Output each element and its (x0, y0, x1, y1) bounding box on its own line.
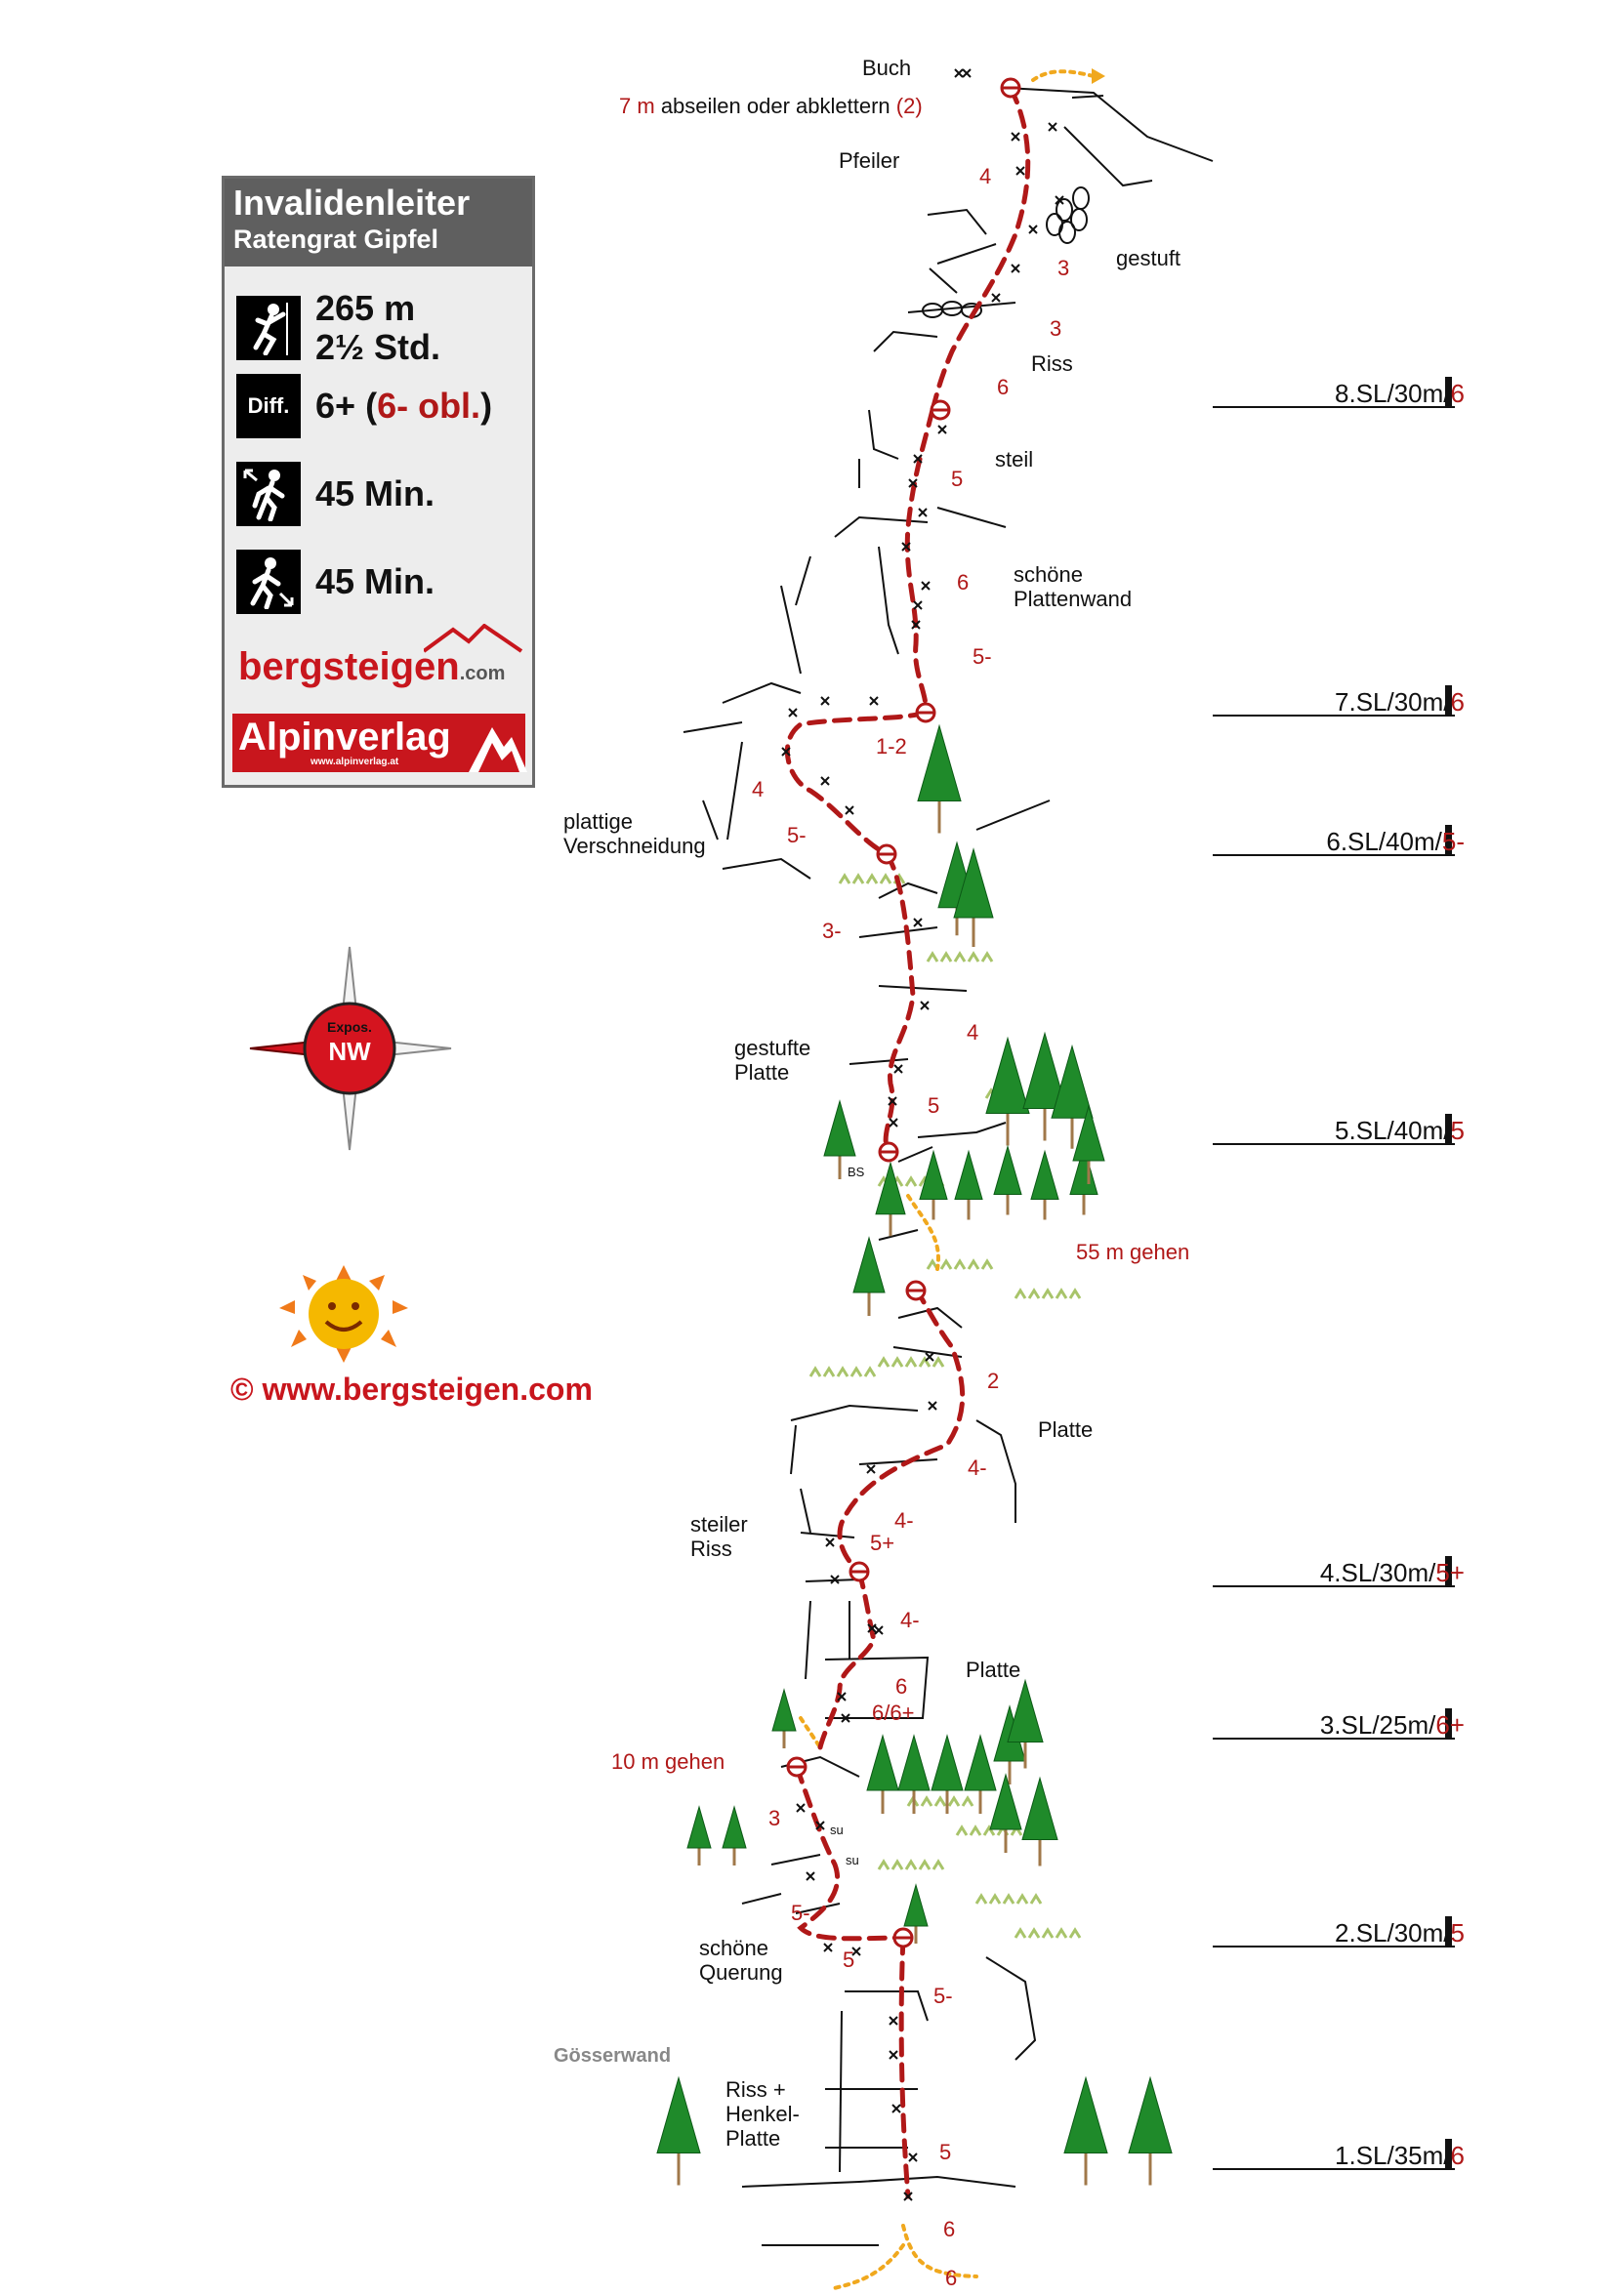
grass-tuft (824, 1369, 834, 1376)
grass-tuft (969, 1261, 978, 1269)
bolt-mark (824, 1944, 832, 1951)
route-grade-label: 5+ (870, 1531, 895, 1555)
approach-row (236, 462, 435, 526)
rock-outline (859, 927, 937, 937)
grass-tuft (941, 954, 951, 962)
route-grade-label: 3- (822, 919, 842, 943)
tree-crown (1031, 1152, 1058, 1200)
grass-tuft (963, 1798, 973, 1806)
length-text (315, 289, 440, 367)
grass-tuft (906, 1359, 916, 1367)
bergsteigen-logo (238, 645, 505, 689)
logo-alpinverlag-url: www.alpinverlag.at (311, 757, 399, 767)
tree-crown (772, 1690, 796, 1731)
label-steil: steil (995, 447, 1034, 472)
tree-crown (824, 1101, 855, 1156)
rock-outline (879, 986, 967, 991)
tree-crown (853, 1238, 885, 1292)
tree-crown (990, 1775, 1021, 1829)
grass-tuft (1015, 1291, 1025, 1298)
grass-tuft (1015, 1930, 1025, 1938)
abseilen-text: abseilen oder abklettern (660, 94, 890, 118)
descent-time: 45 Min. (315, 561, 435, 601)
rock-outline (918, 1123, 1006, 1137)
difficulty-row (236, 374, 492, 438)
pitch-grade: 5 (1450, 1918, 1465, 1948)
grass-tuft (838, 1369, 848, 1376)
logo-alpinverlag-name: Alpinverlag (238, 716, 451, 758)
label-su-1: su (830, 1823, 844, 1837)
tree-crown (994, 1147, 1021, 1195)
pitch-grade: 6+ (1435, 1710, 1465, 1740)
grass-tuft (955, 1261, 965, 1269)
bolt-mark (821, 697, 829, 705)
bolt-mark (955, 69, 963, 77)
tree-crown (723, 1807, 746, 1848)
grass-tuft (949, 1798, 959, 1806)
grass-tuft (1056, 1930, 1066, 1938)
grass-tuft (982, 1261, 992, 1269)
route-grade-label: 4- (894, 1508, 914, 1533)
bolt-mark (909, 2153, 917, 2161)
boulder (1056, 199, 1072, 221)
pitch-label-2 (1335, 687, 1465, 718)
grass-tuft (933, 1359, 943, 1367)
grass-tuft (1029, 1291, 1039, 1298)
rock-outline (1064, 127, 1152, 185)
grass-tuft (920, 1862, 930, 1869)
rock-outline (976, 800, 1050, 830)
rock-outline (835, 517, 928, 537)
tree-crown (955, 1152, 982, 1200)
bolt-mark (826, 1538, 834, 1546)
grass-tuft (1031, 1896, 1041, 1904)
pitch-length: 6.SL/40m/ (1326, 827, 1442, 856)
route-grade-label: 6 (943, 2217, 956, 2241)
route-grade-label: 4 (979, 164, 992, 188)
route-grade-label: 1-2 (876, 734, 907, 758)
hiker-descent-icon (236, 550, 301, 614)
bolt-mark (870, 697, 878, 705)
label-abseilen (619, 94, 923, 118)
pitch-grade: 5 (1450, 1116, 1465, 1145)
info-header (225, 179, 532, 266)
route-grade-label: 5- (791, 1901, 810, 1925)
rock-outline (879, 883, 937, 898)
route-grade-label: 6 (997, 375, 1010, 399)
grass-tuft (971, 1827, 980, 1835)
grass-tuft (955, 954, 965, 962)
pitch-grade: 6 (1450, 2141, 1465, 2170)
route-grade-label: 3 (1057, 256, 1070, 280)
bolt-mark (846, 806, 853, 814)
logo-mountain-icon (424, 624, 531, 653)
abseilen-distance: 7 m (619, 94, 655, 118)
bolt-mark (807, 1872, 814, 1880)
route-title: Invalidenleiter (233, 183, 471, 223)
rock-outline (742, 1894, 781, 1904)
route-grade-label: 6 (945, 2266, 958, 2290)
rock-outline (791, 1406, 918, 1420)
route-grade-label: 5 (951, 467, 964, 491)
rock-outline (801, 1533, 854, 1538)
route-length: 265 m (315, 288, 416, 328)
label-gestuft: gestuft (1116, 246, 1181, 270)
tree-crown (932, 1736, 963, 1790)
bolt-mark (992, 294, 1000, 302)
difficulty-badge: Diff. (236, 374, 301, 438)
label-buch: Buch (862, 56, 912, 80)
rock-outline (683, 722, 742, 732)
pitch-grade: 6 (1450, 687, 1465, 717)
rock-outline (937, 244, 996, 264)
rock-outline (845, 1991, 928, 2021)
bolt-mark (875, 1626, 883, 1634)
pitch-label-8 (1335, 2141, 1465, 2171)
grass-tuft (1029, 1930, 1039, 1938)
label-schoene-querung: schöne Querung (699, 1936, 783, 1985)
approach-time: 45 Min. (315, 473, 435, 513)
route-grade-label: 5 (843, 1948, 855, 1972)
grass-tuft (1070, 1291, 1080, 1298)
tree-crown (867, 1736, 898, 1790)
pitch-grade: 6 (1450, 379, 1465, 408)
climber-icon (236, 296, 301, 360)
route-grade-label: 5 (939, 2140, 952, 2164)
grass-tuft (1043, 1291, 1053, 1298)
rock-outline (849, 1059, 908, 1064)
rock-outline (806, 1601, 810, 1679)
climbing-route (901, 1938, 908, 2196)
tree-crown (898, 1736, 930, 1790)
bolt-mark (890, 1119, 897, 1127)
difficulty-value: 6+ (315, 386, 356, 426)
rock-outline (796, 556, 810, 605)
label-platte-upper: Platte (1038, 1417, 1094, 1442)
pitch-label-7 (1335, 1918, 1465, 1948)
rock-outline (723, 683, 801, 703)
rock-outline (879, 1230, 918, 1240)
route-grade-label: 5- (973, 644, 992, 669)
rock-outline (727, 742, 742, 840)
rock-outline (742, 2177, 1015, 2187)
grass-tuft (851, 1369, 861, 1376)
grass-tuft (957, 1827, 967, 1835)
grass-tuft (840, 876, 849, 883)
abseilen-count: (2) (895, 94, 923, 118)
difficulty-obligatory: 6- obl. (377, 386, 481, 426)
label-platte-lower: Platte (966, 1658, 1021, 1682)
rock-outline (930, 268, 957, 293)
grass-tuft (933, 1862, 943, 1869)
grass-tuft (892, 1862, 902, 1869)
bolt-mark (821, 777, 829, 785)
bolt-mark (894, 1065, 902, 1073)
pitch-label-3 (1326, 827, 1465, 857)
grass-tuft (881, 876, 890, 883)
tree-crown (1008, 1681, 1043, 1742)
rock-outline (928, 210, 986, 234)
pitch-length: 8.SL/30m/ (1335, 379, 1451, 408)
tree-crown (876, 1163, 905, 1214)
bolt-mark (926, 1353, 933, 1361)
label-pfeiler: Pfeiler (839, 148, 900, 173)
descent-row (236, 550, 435, 614)
label-plattige-verschneidung: plattige Verschneidung (563, 809, 706, 858)
route-grade-label: 4- (968, 1456, 987, 1480)
tree-crown (1064, 2078, 1107, 2153)
climbing-route (886, 854, 913, 1152)
grass-tuft (906, 1178, 916, 1186)
grass-tuft (941, 1261, 951, 1269)
pitch-length: 7.SL/30m/ (1335, 687, 1451, 717)
route-grade-label: 5- (787, 823, 807, 847)
pitch-length: 4.SL/30m/ (1319, 1558, 1436, 1587)
pitch-length: 3.SL/25m/ (1319, 1710, 1436, 1740)
route-grade-label: 6 (957, 570, 970, 594)
rock-outline (1006, 88, 1213, 161)
length-row (236, 289, 440, 367)
walking-path-arrow (1092, 68, 1105, 84)
pitch-length: 5.SL/40m/ (1335, 1116, 1451, 1145)
grass-tuft (982, 954, 992, 962)
grass-tuft (865, 1369, 875, 1376)
grass-tuft (928, 954, 937, 962)
rock-outline (937, 508, 1006, 527)
label-riss: Riss (1031, 351, 1073, 376)
tree-crown (986, 1039, 1029, 1114)
grass-tuft (867, 876, 877, 883)
bolt-mark (1029, 226, 1037, 233)
pitch-label-5 (1320, 1558, 1465, 1588)
hiker-approach-icon (236, 462, 301, 526)
boulder (1047, 214, 1062, 235)
route-grade-label: 5- (933, 1984, 953, 2008)
pitch-label-1 (1335, 379, 1465, 409)
route-duration: 2½ Std. (315, 327, 441, 367)
grass-tuft (1004, 1896, 1014, 1904)
label-bs: BS (848, 1165, 865, 1179)
walking-path (1033, 71, 1094, 80)
grass-tuft (1017, 1896, 1027, 1904)
grass-tuft (810, 1369, 820, 1376)
bolt-mark (890, 2017, 897, 2025)
route-subtitle: Ratengrat Gipfel (233, 225, 439, 254)
route-grade-label: 4 (752, 777, 765, 801)
bolt-mark (919, 509, 927, 516)
compass-label-main: NW (328, 1037, 371, 1066)
rock-outline (771, 1855, 820, 1865)
tree-crown (918, 726, 961, 801)
grass-tuft (935, 1798, 945, 1806)
rock-outline (986, 1957, 1035, 2060)
pitch-label-6 (1320, 1710, 1465, 1741)
route-grade-label: 5 (928, 1093, 940, 1118)
rock-outline (869, 410, 898, 459)
route-grade-label: 4- (900, 1608, 920, 1632)
walking-path (801, 1718, 820, 1747)
pitch-label-4 (1335, 1116, 1465, 1146)
label-goesserwand: Gösserwand (554, 2045, 672, 2067)
route-grade-label: 6 (895, 1674, 908, 1699)
route-grade-label: 2 (987, 1369, 1000, 1393)
difficulty-text: 6+ (6- obl.) (315, 386, 493, 426)
bolt-mark (892, 2105, 900, 2112)
bolt-mark (867, 1465, 875, 1473)
pitch-grade: 5+ (1435, 1558, 1465, 1587)
bolt-mark (1012, 265, 1019, 272)
label-steiler-riss: steiler Riss (690, 1512, 748, 1561)
bolt-mark (914, 601, 922, 609)
alpinverlag-logo (232, 714, 525, 772)
bolt-mark (922, 582, 930, 590)
bolt-mark (929, 1402, 936, 1410)
grass-tuft (892, 1359, 902, 1367)
tree-crown (1129, 2078, 1172, 2153)
tree-crown (1022, 1779, 1057, 1840)
grass-tuft (922, 1798, 932, 1806)
rock-outline (898, 1147, 932, 1162)
logo-bergsteigen-name: bergsteigen (238, 645, 460, 688)
grass-tuft (879, 1862, 889, 1869)
label-su-2: su (846, 1853, 859, 1867)
route-grade-label: 4 (967, 1020, 979, 1045)
grass-tuft (1056, 1291, 1066, 1298)
rock-outline (723, 859, 810, 879)
bolt-mark (921, 1002, 929, 1009)
grass-tuft (1070, 1930, 1080, 1938)
rock-outline (801, 1489, 810, 1533)
route-grade-label: 6/6+ (872, 1701, 915, 1725)
bolt-mark (914, 919, 922, 926)
rock-outline (879, 547, 898, 654)
bolt-mark (938, 426, 946, 433)
bolt-mark (797, 1804, 805, 1812)
boulder (1073, 187, 1089, 209)
grass-tuft (990, 1896, 1000, 1904)
grass-tuft (879, 1359, 889, 1367)
label-10m-gehen: 10 m gehen (611, 1749, 725, 1774)
tree-crown (920, 1152, 947, 1200)
label-riss-henkel-platte: Riss + Henkel- Platte (725, 2077, 800, 2151)
grass-tuft (906, 1862, 916, 1869)
bolt-mark (789, 709, 797, 717)
logo-bergsteigen-domain: .com (459, 663, 506, 684)
compass-label-top: Expos. (327, 1019, 372, 1035)
rock-outline (791, 1425, 796, 1474)
sun-icon (275, 1265, 412, 1363)
pitch-length: 2.SL/30m/ (1335, 1918, 1451, 1948)
bolt-mark (1049, 123, 1056, 131)
grass-tuft (969, 954, 978, 962)
rock-outline (874, 332, 937, 351)
grass-tuft (920, 1359, 930, 1367)
bolt-mark (1016, 167, 1024, 175)
tree-crown (965, 1736, 996, 1790)
label-gestufte-platte: gestufte Platte (734, 1036, 811, 1085)
route-grade-label: 3 (1050, 316, 1062, 341)
tree-crown (904, 1885, 928, 1926)
compass (246, 945, 453, 1152)
bolt-mark (1012, 133, 1019, 141)
route-grade-label: 3 (768, 1806, 781, 1830)
bolt-mark (963, 69, 971, 77)
pitch-length: 1.SL/35m/ (1335, 2141, 1451, 2170)
tree-crown (687, 1807, 711, 1848)
grass-tuft (1043, 1930, 1053, 1938)
grass-tuft (976, 1896, 986, 1904)
grass-tuft (853, 876, 863, 883)
logo-peak-icon (469, 714, 527, 772)
label-55m-gehen: 55 m gehen (1076, 1240, 1190, 1264)
tree-crown (657, 2078, 700, 2153)
copyright-text: © www.bergsteigen.com (230, 1372, 593, 1407)
bolt-mark (890, 2051, 897, 2059)
rock-outline (859, 1459, 937, 1464)
label-schoene-plattenwand: schöne Plattenwand (1014, 562, 1133, 611)
pitch-grade: 5- (1441, 827, 1465, 856)
route-info-box (222, 176, 535, 788)
